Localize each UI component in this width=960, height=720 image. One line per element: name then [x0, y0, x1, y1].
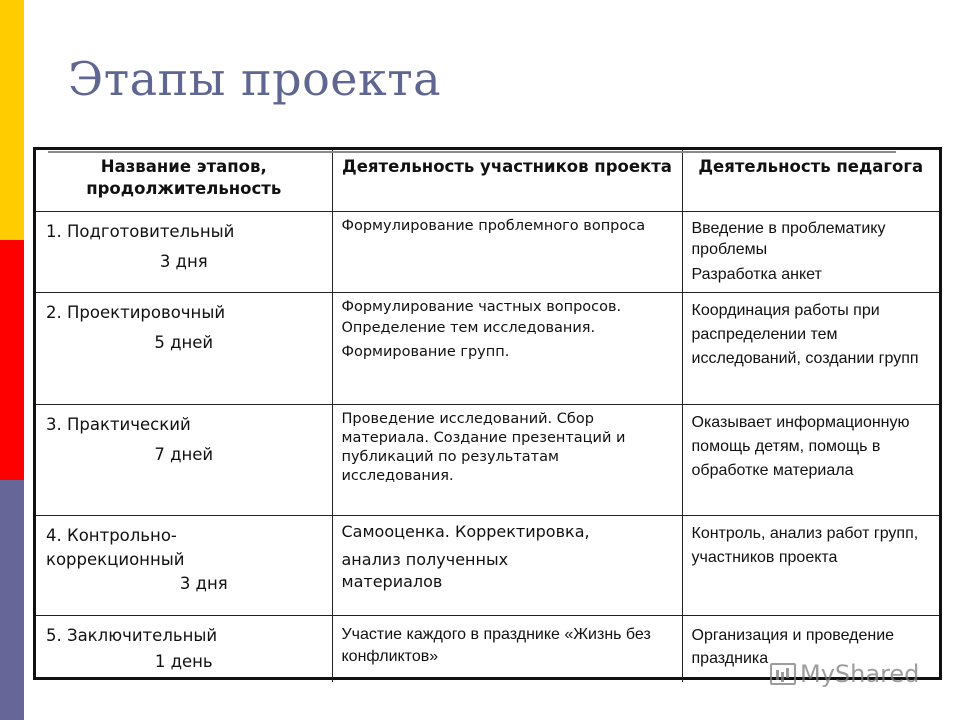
teacher-text: Контроль, анализ работ групп, участников проекта	[691, 525, 919, 566]
participants-text: Участие каждого в празднике «Жизнь без конфликтов»	[341, 626, 651, 665]
participants-text: Формирование групп.	[341, 344, 510, 360]
participants-cell	[332, 616, 682, 682]
teacher-text: Организация и проведение праздника	[691, 627, 895, 667]
stage-duration: 7 дней	[154, 445, 214, 464]
watermark-text: MyShared	[800, 660, 920, 688]
project-stages-table	[33, 147, 942, 680]
stage-name: 3. Практический	[46, 415, 191, 434]
teacher-cell	[682, 212, 939, 293]
header-participants: Деятельность участников проекта	[332, 150, 682, 212]
header-stage: Название этапов, продолжительность	[36, 150, 332, 212]
teacher-text: Разработка анкет	[691, 266, 822, 283]
watermark	[770, 660, 919, 688]
stage-name: 1. Подготовительный	[46, 222, 235, 241]
stage-cell	[36, 293, 332, 405]
participants-cell	[332, 516, 682, 616]
teacher-text: Введение в проблематику проблемы	[691, 220, 886, 258]
participants-cell	[332, 293, 682, 405]
participants-cell	[332, 212, 682, 293]
teacher-text: Координация работы при распределении тем исследований, создании групп	[691, 302, 919, 367]
participants-text: Формулирование проблемного вопроса	[341, 218, 646, 234]
table-row	[36, 516, 939, 616]
slide-title: Этапы проекта	[68, 52, 442, 106]
participants-text: анализ полученных материалов	[341, 550, 509, 591]
stage-name: 4. Контрольно-коррекционный	[46, 526, 185, 569]
stage-cell	[36, 616, 332, 682]
stage-cell	[36, 516, 332, 616]
presentation-icon	[770, 663, 796, 685]
stage-name: 2. Проектировочный	[46, 303, 226, 322]
teacher-cell	[682, 405, 939, 516]
teacher-text: Оказывает информационную помощь детям, помощь в обработке материала	[691, 414, 910, 479]
stage-cell	[36, 212, 332, 293]
stage-duration: 3 дня	[179, 574, 228, 593]
decorative-stripe-red	[0, 240, 24, 480]
stage-name: 5. Заключительный	[46, 626, 218, 645]
table-top-accent-line	[48, 151, 896, 153]
decorative-stripe-yellow	[0, 0, 24, 240]
teacher-cell	[682, 516, 939, 616]
participants-cell	[332, 405, 682, 516]
header-teacher: Деятельность педагога	[682, 150, 939, 212]
table-row	[36, 405, 939, 516]
teacher-cell	[682, 293, 939, 405]
table-row	[36, 293, 939, 405]
table-header-row	[36, 150, 939, 212]
stage-duration: 5 дней	[154, 333, 214, 352]
stage-duration: 1 день	[154, 652, 213, 671]
participants-text: Проведение исследований. Сбор материала. Создание презентаций и публикаций по результатам исследования.	[341, 411, 626, 484]
participants-text: Самооценка. Корректировка,	[341, 522, 590, 541]
table-row	[36, 212, 939, 293]
participants-text: Определение тем исследования.	[341, 320, 596, 336]
stage-duration: 3 дня	[159, 252, 208, 271]
stage-cell	[36, 405, 332, 516]
decorative-stripe-blue	[0, 480, 24, 720]
participants-text: Формулирование частных вопросов.	[341, 299, 622, 315]
